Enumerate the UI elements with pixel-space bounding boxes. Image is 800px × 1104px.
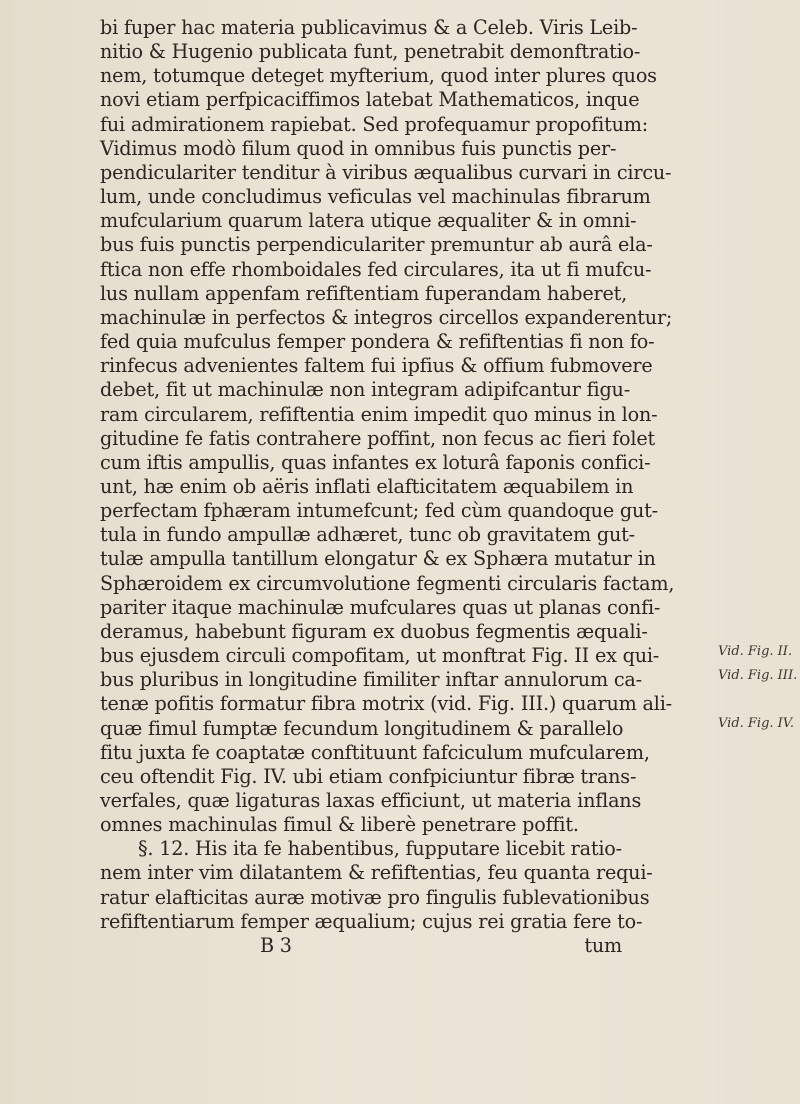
text-line: ram circularem, refiftentia enim impedit quo minus in lon- — [100, 402, 658, 426]
text-line: machinulæ in perfectos & integros circellos expanderentur; — [100, 305, 673, 329]
text-line: ratur elafticitas auræ motivæ pro fingulis fublevationibus — [100, 885, 650, 909]
margin-note-fig-iv: Vid. Fig. IV. — [718, 716, 795, 731]
signature-mark: B 3 — [260, 933, 292, 957]
text-line: novi etiam perfpicaciffimos latebat Mathematicos, inque — [100, 88, 640, 112]
text-line: nem, totumque deteget myfterium, quod inter plures quos — [100, 64, 657, 88]
text-line: unt, hæ enim ob aëris inflati elafticitatem æquabilem in — [100, 474, 634, 498]
text-line: pariter itaque machinulæ mufculares quas ut planas confi- — [100, 595, 661, 619]
signature-line — [100, 934, 710, 958]
text-line: verfales, quæ ligaturas laxas efficiunt, ut materia inflans — [100, 789, 642, 812]
text-line: Vidimus modò filum quod in omnibus fuis punctis per- — [100, 136, 617, 160]
text-line: cum iftis ampullis, quas infantes ex loturâ faponis confici- — [100, 450, 651, 474]
text-line: ftica non effe rhomboidales fed circulares, ita ut fi mufcu- — [100, 257, 652, 281]
text-line: quæ fimul fumptæ fecundum longitudinem & parallelo — [100, 716, 624, 740]
section-line: §. 12. His ita fe habentibus, fupputare licebit ratio- — [138, 837, 622, 861]
text-line: bus pluribus in longitudine fimiliter inftar annulorum ca- — [100, 668, 642, 692]
text-line: refiftentiarum femper æqualium; cujus rei gratia fere to- — [100, 909, 643, 933]
text-line: bus fuis punctis perpendiculariter premuntur ab aurâ ela- — [100, 233, 653, 257]
text-line: rinfecus advenientes faltem fui ipfius & offium fubmovere — [100, 354, 653, 378]
margin-note-fig-ii: Vid. Fig. II. — [718, 644, 793, 659]
catchword: tum — [584, 933, 622, 957]
text-line: omnes machinulas fimul & liberè penetrare poffit. — [100, 813, 579, 837]
text-line: fitu juxta fe coaptatæ conftituunt fafciculum mufcularem, — [100, 740, 650, 764]
text-line: nitio & Hugenio publicata funt, penetrabit demonftratio- — [100, 40, 641, 64]
text-line: tula in fundo ampullæ adhæret, tunc ob gravitatem gut- — [100, 523, 635, 547]
text-line: tulæ ampulla tantillum elongatur & ex Sphæra mutatur in — [100, 547, 656, 571]
text-line: Sphæroidem ex circumvolutione fegmenti circularis factam, — [100, 571, 675, 595]
text-line: ceu oftendit Fig. IV. ubi etiam confpiciuntur fibræ trans- — [100, 764, 637, 788]
text-line: bi fuper hac materia publicavimus & a Celeb. Viris Leib- — [100, 16, 638, 39]
margin-note-fig-iii: Vid. Fig. III. — [718, 668, 798, 683]
text-line: deramus, habebunt figuram ex duobus fegmentis æquali- — [100, 619, 648, 643]
text-line: tenæ pofitis formatur fibra motrix (vid. Fig. III.) quarum ali- — [100, 692, 672, 716]
text-line: fed quia mufculus femper pondera & refiftentias fi non fo- — [100, 330, 655, 354]
text-line: lum, unde concludimus veficulas vel machinulas fibrarum — [100, 185, 651, 209]
text-line: pendiculariter tenditur à viribus æqualibus curvari in circu- — [100, 160, 672, 184]
text-line: perfectam fphæram intumefcunt; fed cùm quandoque gut- — [100, 499, 658, 523]
text-line: debet, fit ut machinulæ non integram adipifcantur figu- — [100, 378, 630, 402]
text-line: bus ejusdem circuli compofitam, ut monftrat Fig. II ex qui- — [100, 644, 660, 668]
body-text — [100, 16, 710, 958]
text-line: lus nullam appenfam refiftentiam fuperandam haberet, — [100, 281, 628, 305]
text-line: mufcularium quarum latera utique æqualiter & in omni- — [100, 209, 637, 233]
text-line: gitudine fe fatis contrahere poffint, non fecus ac fieri folet — [100, 426, 655, 450]
text-line: nem inter vim dilatantem & refiftentias, feu quanta requi- — [100, 861, 653, 885]
text-line: fui admirationem rapiebat. Sed profequamur propofitum: — [100, 112, 649, 136]
